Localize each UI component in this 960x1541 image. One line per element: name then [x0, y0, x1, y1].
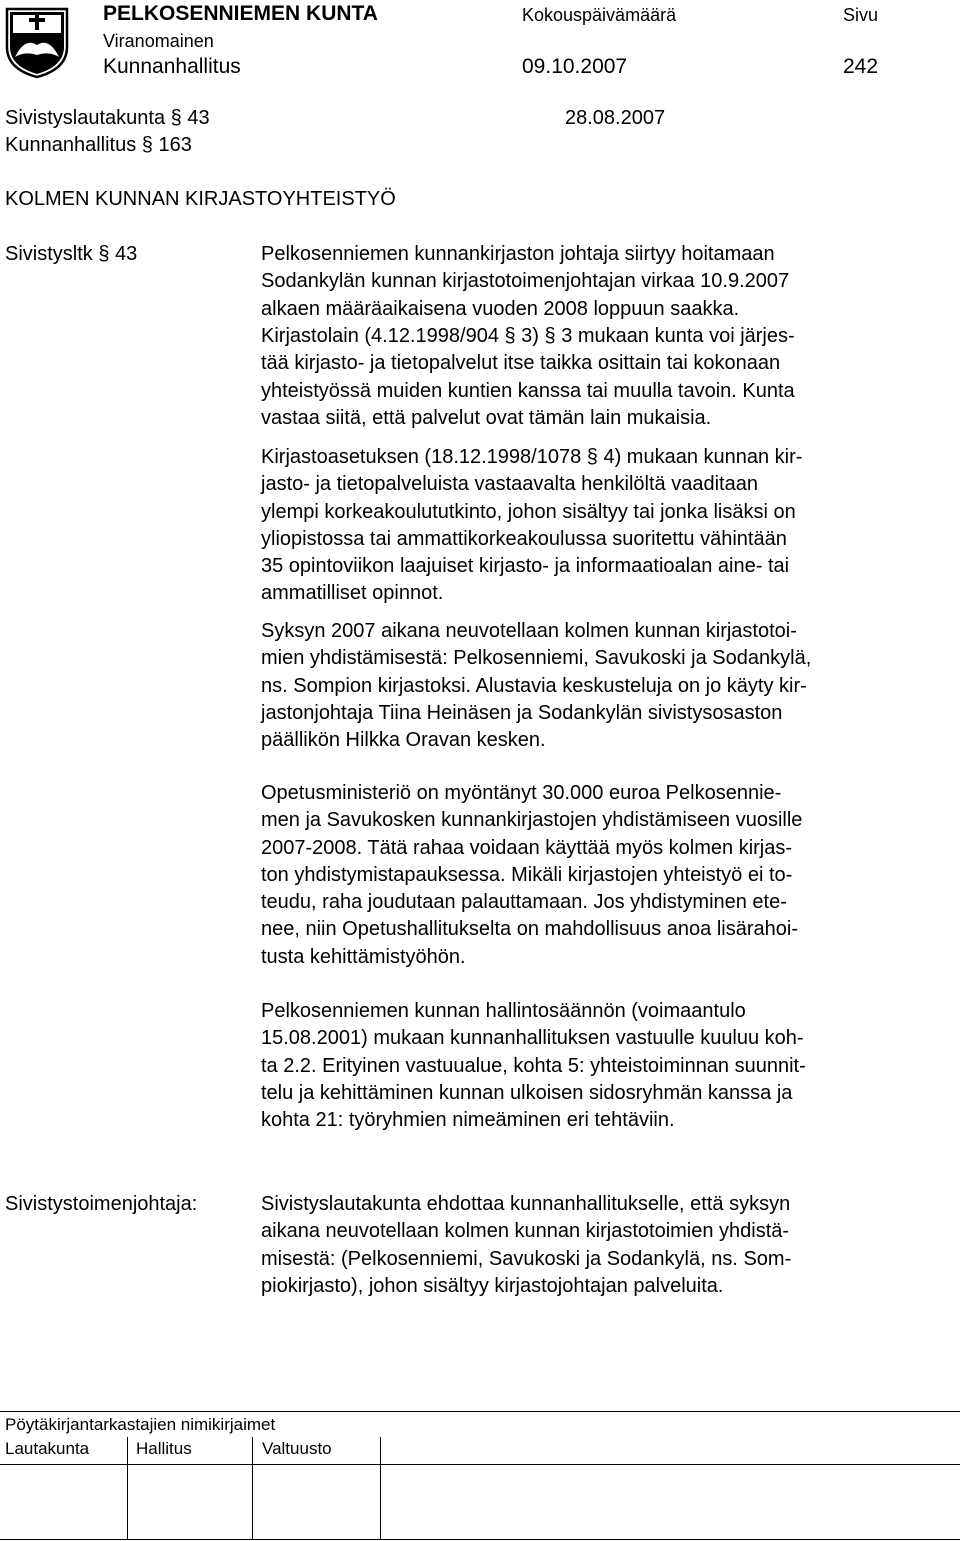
authority-label: Viranomainen: [103, 31, 214, 51]
footer-row-divider: [0, 1464, 960, 1465]
footer-col-separator-1: [127, 1437, 128, 1540]
paragraph-2: Kirjastolain (4.12.1998/904 § 3) § 3 mukaan kunta voi järjes- tää kirjasto- ja tietopalvelut itse taikka osittain tai kokonaan yhteistyössä muiden kuntien kanssa tai muulla tavoin. Kunta vastaa siitä, että palvelut ovat tämän lain mukaisia.: [261, 325, 795, 429]
paragraph-4: Syksyn 2007 aikana neuvotellaan kolmen kunnan kirjastotoi- mien yhdistämisestä: Pelkosenniemi, Savukoski ja Sodankylä, ns. Sompion kirjastoksi. Alustavia keskusteluja on jo käyty kir- jastonjohtaja Tiina Heinäsen ja Sodankylän sivistysosaston päällikön Hilkka Oravan kesken.: [261, 620, 812, 752]
footer-col-separator-3: [380, 1437, 381, 1540]
reference-1-date: 28.08.2007: [565, 107, 666, 129]
footer-col-lautakunta: Lautakunta: [5, 1439, 90, 1458]
authority-value: Kunnanhallitus: [103, 55, 241, 78]
footer-col-separator-2: [252, 1437, 253, 1540]
section-label: Sivistysltk § 43: [5, 243, 138, 265]
footer-col-hallitus: Hallitus: [136, 1439, 192, 1458]
proposal-text: Sivistyslautakunta ehdottaa kunnanhallitukselle, että syksyn aikana neuvotellaan kolmen kunnan kirjastotoimien yhdistä- misestä: (Pelkosenniemi, Savukoski ja Sodankylä, ns. Som- piokirjasto), johon sisältyy kirjastojohtajan palveluita.: [261, 1193, 792, 1297]
page-label: Sivu: [843, 5, 879, 25]
page-number: 242: [843, 55, 879, 78]
municipality-name: PELKOSENNIEMEN KUNTA: [103, 2, 378, 25]
paragraph-1: Pelkosenniemen kunnankirjaston johtaja siirtyy hoitamaan Sodankylän kunnan kirjastotoimenjohtajan virkaa 10.9.2007 alkaen määräaikaisena vuoden 2008 loppuun saakka.: [261, 243, 790, 320]
footer-col-valtuusto: Valtuusto: [262, 1439, 332, 1458]
footer-divider: [0, 1411, 960, 1412]
page-title: KOLMEN KUNNAN KIRJASTOYHTEISTYÖ: [5, 188, 396, 210]
reference-1: Sivistyslautakunta § 43: [5, 107, 210, 129]
footer-title: Pöytäkirjantarkastajien nimikirjaimet: [5, 1415, 276, 1434]
date-label: Kokouspäivämäärä: [522, 5, 677, 25]
paragraph-3: Kirjastoasetuksen (18.12.1998/1078 § 4) mukaan kunnan kir- jasto- ja tietopalveluista vastaavalta henkilöltä vaaditaan ylempi korkeakoulututkinto, johon sisältyy tai jonka lisäksi on yliopistossa tai ammattikorkeakoulussa suoritettu vähintään 35 opintoviikon laajuiset kirjasto- ja informaatioalan aine- tai ammatilliset opinnot.: [261, 446, 803, 605]
coat-of-arms-icon: [5, 7, 69, 79]
paragraph-6: Pelkosenniemen kunnan hallintosäännön (voimaantulo 15.08.2001) mukaan kunnanhallituksen vastuulle kuuluu koh- ta 2.2. Erityinen vastuualue, kohta 5: yhteistoiminnan suunnit- telu ja kehittäminen kunnan ulkoisen sidosryhmän kanssa ja kohta 21: työryhmien nimeäminen eri tehtäviin.: [261, 1000, 806, 1132]
proposal-label: Sivistystoimenjohtaja:: [5, 1193, 198, 1215]
meeting-date: 09.10.2007: [522, 55, 628, 78]
paragraph-5: Opetusministeriö on myöntänyt 30.000 euroa Pelkosennie- men ja Savukosken kunnankirjastojen yhdistämiseen vuosille 2007-2008. Tätä rahaa voidaan käyttää myös kolmen kirjas- ton yhdistymistapauksessa. Mikäli kirjastojen yhteistyö ei to- teudu, raha joudutaan palauttamaan. Jos yhdistyminen ete- nee, niin Opetushallitukselta on mahdollisuus anoa lisärahoi- tusta kehittämistyöhön.: [261, 782, 803, 968]
footer-bottom-border: [0, 1539, 960, 1540]
reference-2: Kunnanhallitus § 163: [5, 134, 192, 156]
